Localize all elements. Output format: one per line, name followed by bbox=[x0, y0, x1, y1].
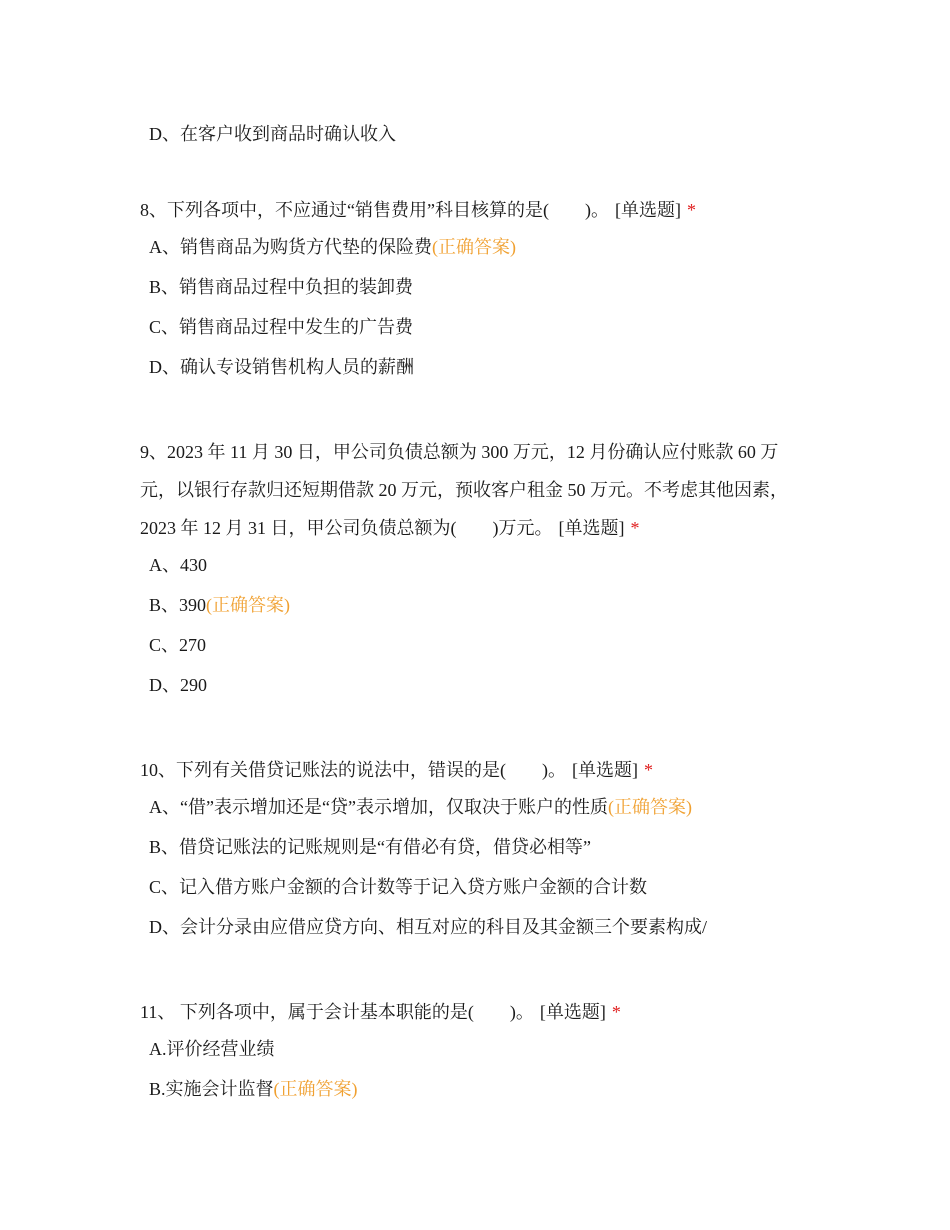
question-type-label: [单选题] bbox=[558, 518, 625, 538]
option-d: D、290 bbox=[149, 675, 207, 695]
option-d: D、确认专设销售机构人员的薪酬 bbox=[149, 357, 414, 377]
question-type-label: [单选题] bbox=[539, 1002, 606, 1022]
option-a: A、“借”表示增加还是“贷”表示增加，仅取决于账户的性质(正确答案) bbox=[149, 797, 692, 817]
option-d: D、会计分录由应借应贷方向、相互对应的科目及其金额三个要素构成/ bbox=[149, 917, 707, 937]
option-list bbox=[140, 1037, 810, 1101]
option-a: A.评价经营业绩 bbox=[149, 1039, 275, 1059]
required-marker: * bbox=[630, 518, 640, 538]
question-stem: 10、下列有关借贷记账法的说法中，错误的是( )。 bbox=[140, 760, 566, 780]
required-marker: * bbox=[686, 200, 696, 220]
question-text bbox=[140, 751, 810, 789]
question-text bbox=[140, 433, 810, 547]
question-8 bbox=[140, 191, 810, 395]
question-text bbox=[140, 993, 810, 1031]
required-marker: * bbox=[611, 1002, 621, 1022]
option-b: B、借贷记账法的记账规则是“有借必有贷，借贷必相等” bbox=[149, 837, 591, 857]
question-text bbox=[140, 191, 810, 229]
option-c: C、销售商品过程中发生的广告费 bbox=[149, 317, 414, 337]
option-a: A、销售商品为购货方代垫的保险费(正确答案) bbox=[149, 237, 516, 257]
question-stem: 11、 下列各项中，属于会计基本职能的是( )。 bbox=[140, 1002, 534, 1022]
correct-answer-label: (正确答案) bbox=[607, 797, 692, 817]
question-10 bbox=[140, 751, 810, 955]
option-list bbox=[140, 795, 810, 939]
option-b: B、390(正确答案) bbox=[149, 595, 291, 615]
option-a: A、430 bbox=[149, 555, 207, 575]
option-b: B.实施会计监督(正确答案) bbox=[149, 1079, 358, 1099]
option-c: C、270 bbox=[149, 635, 207, 655]
correct-answer-label: (正确答案) bbox=[432, 237, 516, 257]
question-9 bbox=[140, 433, 810, 713]
correct-answer-label: (正确答案) bbox=[273, 1079, 358, 1099]
question-type-label: [单选题] bbox=[572, 760, 638, 780]
question-stem: 8、下列各项中，不应通过“销售费用”科目核算的是( )。 bbox=[140, 200, 609, 220]
option-list bbox=[140, 235, 810, 379]
question-type-label: [单选题] bbox=[614, 200, 681, 220]
required-marker: * bbox=[644, 760, 653, 780]
question-11 bbox=[140, 993, 810, 1117]
option-c: C、记入借方账户金额的合计数等于记入贷方账户金额的合计数 bbox=[149, 877, 648, 897]
option-b: B、销售商品过程中负担的装卸费 bbox=[149, 277, 414, 297]
question-7-option-d: D、在客户收到商品时确认收入 bbox=[149, 124, 396, 144]
option-list bbox=[140, 553, 810, 697]
correct-answer-label: (正确答案) bbox=[206, 595, 291, 615]
question-stem: 9、2023 年 11 月 30 日，甲公司负债总额为 300 万元，12 月份确认应付账款 60 万元，以银行存款归还短期借款 20 万元，预收客户租金 50 万元。不考虑其他因素，2023 年 12 月 31 日，甲公司负债总额为( )万元。 bbox=[140, 442, 788, 538]
